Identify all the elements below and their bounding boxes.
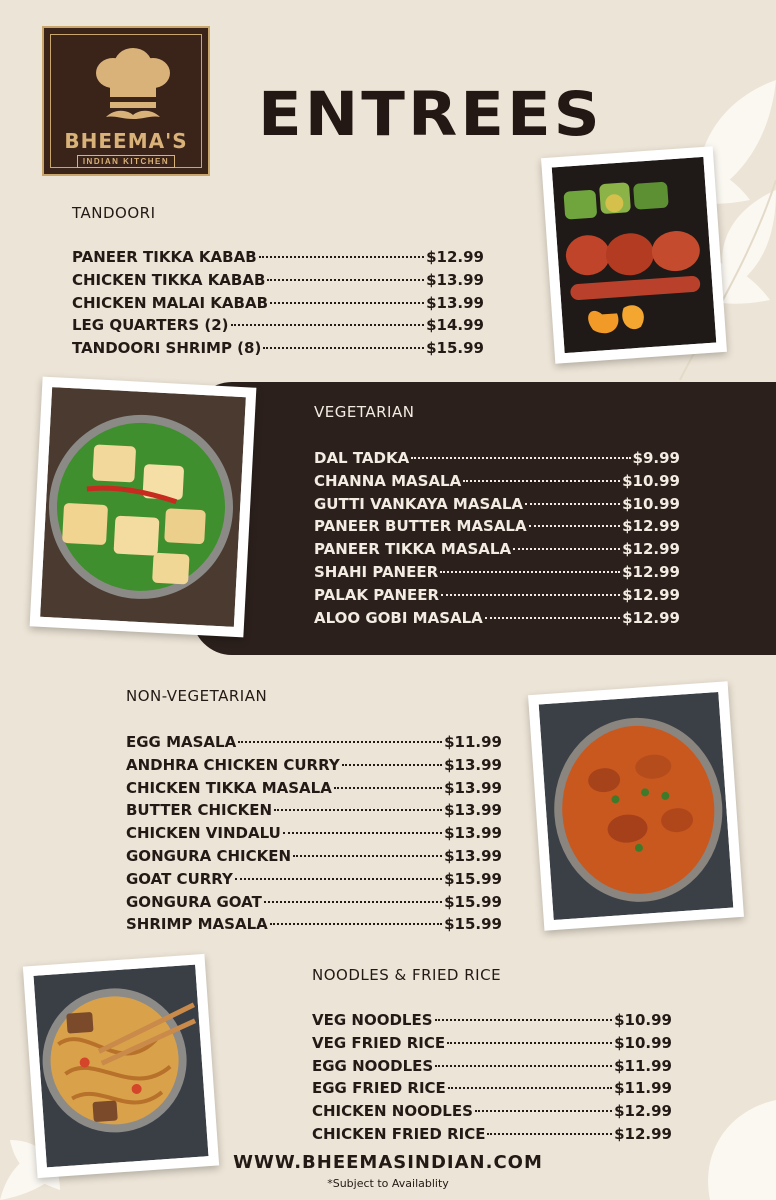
menu-item	[126, 754, 502, 777]
item-price: $12.99	[622, 585, 680, 604]
palak-paneer-image	[40, 387, 246, 627]
item-name: EGG NOODLES	[312, 1056, 434, 1075]
dot-leader	[485, 617, 620, 619]
menu-item	[126, 731, 502, 754]
dot-leader	[264, 901, 442, 903]
noodles-photo	[23, 954, 219, 1178]
item-name: DAL TADKA	[314, 449, 410, 467]
item-name: GONGURA GOAT	[126, 892, 262, 911]
item-name: PANEER BUTTER MASALA	[314, 517, 527, 536]
menu-item	[312, 1009, 672, 1032]
dot-leader	[235, 878, 442, 880]
section-title-non-vegetarian: NON-VEGETARIAN	[126, 687, 268, 705]
item-price: $13.99	[426, 293, 484, 312]
item-price: $13.99	[444, 755, 502, 774]
item-name: CHICKEN MALAI KABAB	[72, 293, 269, 312]
menu-item	[126, 845, 502, 868]
brand-logo	[42, 26, 210, 176]
menu-item	[72, 337, 484, 360]
item-name: PANEER TIKKA KABAB	[72, 248, 257, 266]
item-name: CHICKEN FRIED RICE	[312, 1124, 486, 1143]
dot-leader	[435, 1065, 612, 1067]
item-price: $12.99	[614, 1102, 672, 1121]
item-price: $10.99	[622, 471, 680, 490]
item-price: $9.99	[632, 449, 680, 467]
item-price: $14.99	[426, 316, 484, 335]
dot-leader	[274, 809, 442, 811]
dot-leader	[270, 923, 442, 925]
item-name: GOAT CURRY	[126, 869, 233, 888]
menu-item	[126, 891, 502, 914]
menu-item	[314, 470, 680, 493]
brand-name: BHEEMA'S	[64, 129, 188, 153]
item-name: VEG NOODLES	[312, 1011, 433, 1029]
item-price: $13.99	[426, 270, 484, 289]
dot-leader	[447, 1042, 612, 1044]
dot-leader	[267, 279, 424, 281]
noodles-image	[34, 965, 209, 1168]
menu-list-vegetarian	[314, 447, 680, 629]
item-price: $10.99	[614, 1033, 672, 1052]
menu-item	[314, 493, 680, 516]
brand-subtitle: INDIAN KITCHEN	[77, 155, 175, 168]
menu-item	[314, 447, 680, 470]
item-name: VEG FRIED RICE	[312, 1033, 446, 1052]
menu-item	[126, 777, 502, 800]
menu-item	[72, 269, 484, 292]
menu-item	[312, 1100, 672, 1123]
item-name: CHICKEN TIKKA MASALA	[126, 778, 332, 797]
dot-leader	[440, 571, 620, 573]
menu-item	[314, 515, 680, 538]
item-price: $12.99	[614, 1124, 672, 1143]
dot-leader	[487, 1133, 612, 1135]
menu-item	[314, 584, 680, 607]
section-title-tandoori: TANDOORI	[72, 204, 156, 222]
item-name: GUTTI VANKAYA MASALA	[314, 494, 524, 513]
dot-leader	[270, 302, 424, 304]
menu-item	[126, 822, 502, 845]
menu-list-non-vegetarian	[126, 731, 502, 936]
item-price: $12.99	[622, 608, 680, 627]
item-price: $12.99	[622, 562, 680, 581]
dot-leader	[342, 764, 442, 766]
item-price: $10.99	[622, 494, 680, 513]
item-price: $12.99	[622, 540, 680, 559]
tandoori-skewers-photo	[541, 146, 727, 363]
item-price: $13.99	[444, 801, 502, 820]
item-price: $12.99	[426, 248, 484, 266]
item-name: CHICKEN NOODLES	[312, 1102, 473, 1121]
item-name: SHRIMP MASALA	[126, 915, 268, 934]
item-price: $15.99	[444, 869, 502, 888]
dot-leader	[513, 548, 620, 550]
dot-leader	[435, 1019, 613, 1021]
dot-leader	[334, 787, 442, 789]
item-name: CHICKEN TIKKA KABAB	[72, 270, 266, 289]
item-name: ANDHRA CHICKEN CURRY	[126, 755, 340, 774]
item-name: PANEER TIKKA MASALA	[314, 540, 512, 559]
section-title-noodles-fried-rice: NOODLES & FRIED RICE	[312, 966, 502, 984]
item-price: $15.99	[444, 892, 502, 911]
dot-leader	[263, 347, 424, 349]
menu-item	[312, 1123, 672, 1146]
chef-hat-mustache-icon	[88, 45, 178, 127]
item-name: TANDOORI SHRIMP (8)	[72, 339, 262, 358]
website-url[interactable]: WWW.BHEEMASINDIAN.COM	[233, 1152, 543, 1173]
dot-leader	[475, 1110, 612, 1112]
item-price: $10.99	[614, 1011, 672, 1029]
palak-paneer-photo	[30, 377, 257, 638]
item-name: LEG QUARTERS (2)	[72, 316, 229, 335]
menu-item	[314, 561, 680, 584]
item-price: $15.99	[444, 915, 502, 934]
item-name: EGG FRIED RICE	[312, 1079, 446, 1098]
item-price: $15.99	[426, 339, 484, 358]
item-name: PALAK PANEER	[314, 585, 440, 604]
menu-item	[72, 246, 484, 269]
page-title: ENTREES	[258, 79, 603, 151]
menu-item	[314, 607, 680, 630]
dot-leader	[231, 324, 425, 326]
menu-item	[72, 314, 484, 337]
item-name: EGG MASALA	[126, 733, 237, 751]
item-price: $13.99	[444, 778, 502, 797]
vegetarian-panel	[192, 382, 776, 655]
menu-item	[312, 1055, 672, 1078]
dot-leader	[529, 525, 621, 527]
item-name: SHAHI PANEER	[314, 562, 439, 581]
item-price: $11.99	[614, 1079, 672, 1098]
chicken-curry-photo	[528, 681, 744, 930]
menu-item	[126, 868, 502, 891]
menu-item	[314, 538, 680, 561]
dot-leader	[525, 503, 620, 505]
dot-leader	[448, 1087, 612, 1089]
item-price: $11.99	[444, 733, 502, 751]
menu-item	[312, 1077, 672, 1100]
menu-list-tandoori	[72, 246, 484, 360]
section-title-vegetarian: VEGETARIAN	[314, 403, 415, 421]
dot-leader	[411, 457, 630, 459]
chicken-curry-image	[539, 692, 734, 920]
item-name: BUTTER CHICKEN	[126, 801, 273, 820]
menu-item	[126, 913, 502, 936]
dot-leader	[259, 256, 424, 258]
item-price: $12.99	[622, 517, 680, 536]
availability-note: *Subject to Availablity	[327, 1177, 449, 1190]
dot-leader	[463, 480, 620, 482]
dot-leader	[283, 832, 442, 834]
dot-leader	[293, 855, 442, 857]
menu-list-noodles-fried-rice	[312, 1009, 672, 1146]
skewers-image	[552, 157, 717, 353]
item-price: $11.99	[614, 1056, 672, 1075]
menu-item	[312, 1032, 672, 1055]
menu-item	[72, 292, 484, 315]
item-name: GONGURA CHICKEN	[126, 846, 292, 865]
dot-leader	[238, 741, 442, 743]
item-price: $13.99	[444, 846, 502, 865]
item-name: CHICKEN VINDALU	[126, 824, 281, 843]
item-name: ALOO GOBI MASALA	[314, 608, 483, 627]
dot-leader	[441, 594, 620, 596]
item-name: CHANNA MASALA	[314, 471, 462, 490]
menu-item	[126, 799, 502, 822]
item-price: $13.99	[444, 824, 502, 843]
